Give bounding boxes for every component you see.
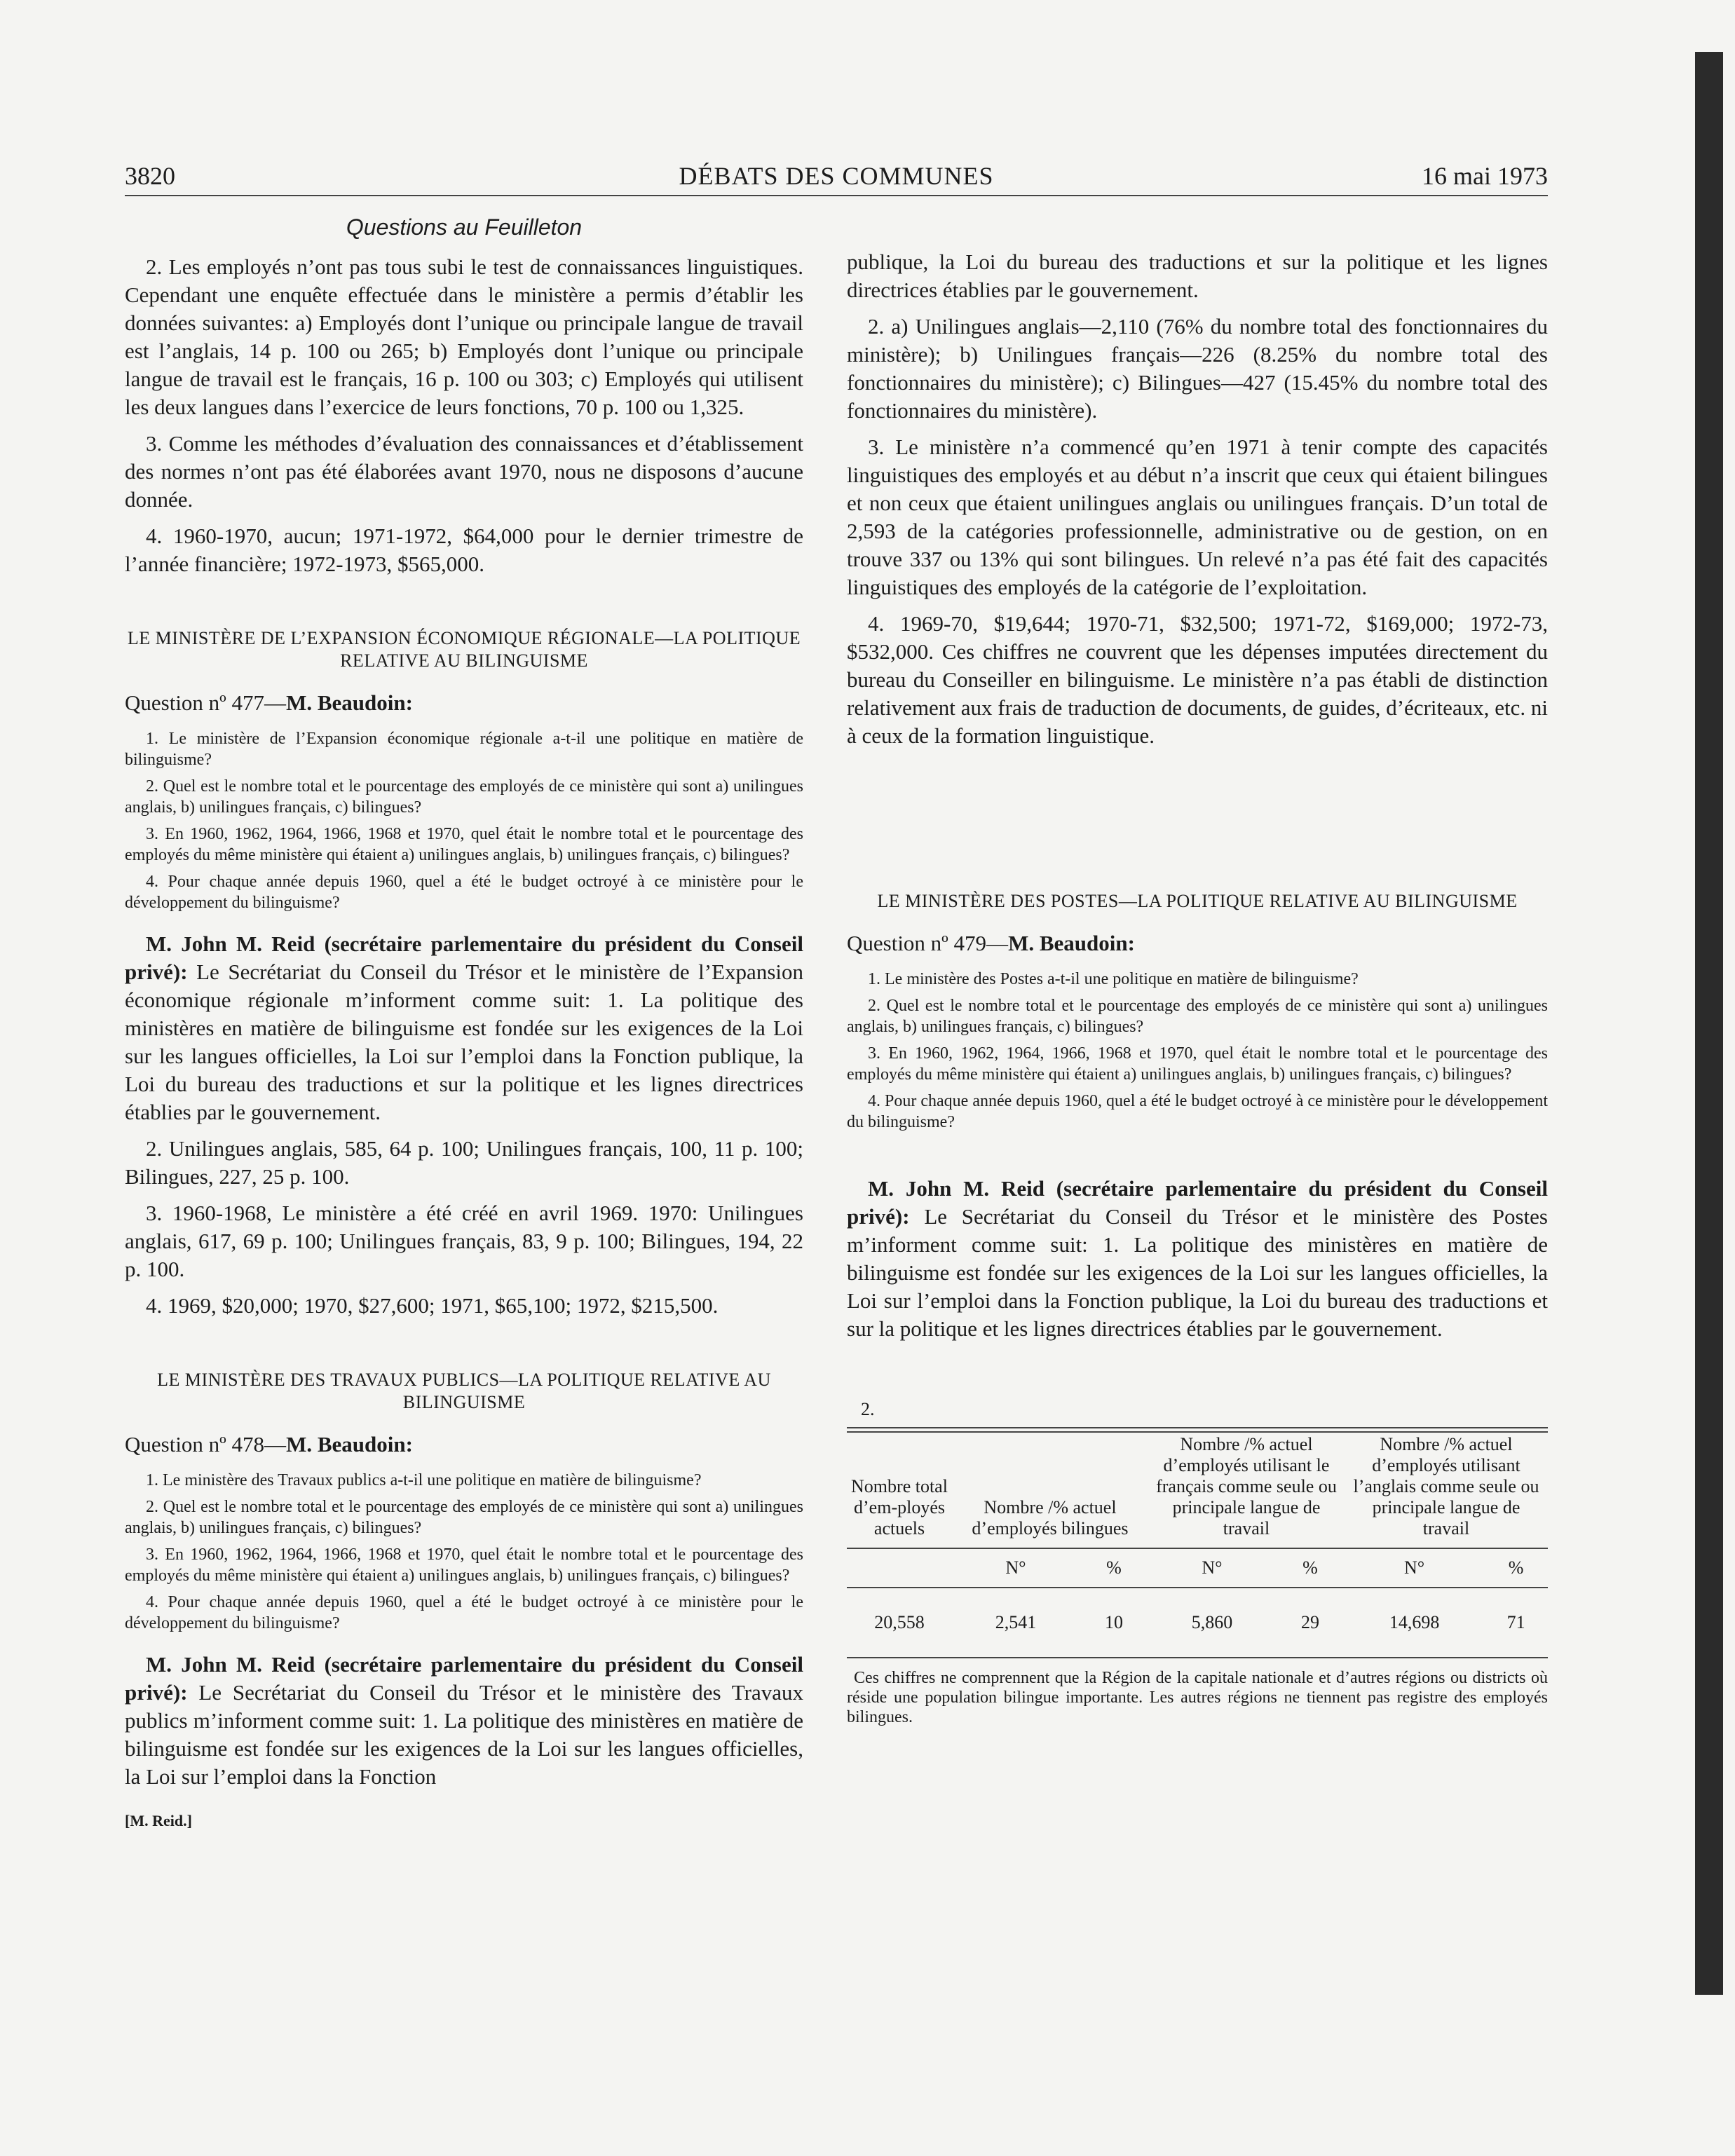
paragraph: publique, la Loi du bureau des traductions et sur la politique et les lignes directrices établies par le gouvernement.	[847, 250, 1548, 302]
publication-date: 16 mai 1973	[1422, 162, 1548, 190]
table-top-rule	[847, 1427, 1548, 1428]
col-header-french: Nombre /% actuel d’employés utilisant le français comme seule ou principale langue de travail	[1156, 1434, 1337, 1538]
sub-header-pct: %	[1080, 1548, 1148, 1588]
reply-speaker: M. John M. Reid (secrétaire parlementaire du président du Conseil privé):	[125, 1652, 803, 1705]
question-title: Question nº 479—M. Beaudoin:	[847, 931, 1135, 955]
col-header-bilingual: Nombre /% actuel d’employés bilingues	[972, 1497, 1129, 1538]
cell-total: 20,558	[874, 1612, 925, 1632]
sub-header-empty	[847, 1548, 952, 1588]
question-title: Question nº 477—M. Beaudoin:	[125, 690, 413, 715]
question-item: 3. En 1960, 1962, 1964, 1966, 1968 et 1970, quel était le nombre total et le pourcentage des employés du même ministère qui étaient a) unilingues anglais, b) unilingues français, c) bilingues?	[125, 1546, 803, 1585]
publication-title: DÉBATS DES COMMUNES	[679, 162, 994, 190]
answer-item: 2. Unilingues anglais, 585, 64 p. 100; Unilingues français, 100, 11 p. 100; Bilingues, 227, 25 p. 100.	[125, 1136, 803, 1189]
cell-fr-pct: 29	[1300, 1612, 1319, 1632]
reply-speaker: M. John M. Reid (secrétaire parlementaire du président du Conseil privé):	[125, 932, 803, 984]
section-heading: LE MINISTÈRE DE L’EXPANSION ÉCONOMIQUE RÉGIONALE—LA POLITIQUE RELATIVE AU BILINGUISME	[127, 628, 801, 671]
cell-bil-pct: 10	[1104, 1612, 1123, 1632]
section-heading: LE MINISTÈRE DES TRAVAUX PUBLICS—LA POLITIQUE RELATIVE AU BILINGUISME	[157, 1370, 771, 1412]
sub-header-no: N°	[1345, 1548, 1484, 1588]
paragraph: 3. Le ministère n’a commencé qu’en 1971 à tenir compte des capacités linguistiques des employés et au début n’a inscrit que ceux qui étaient bilingues et non ceux que étaient unilingues anglais ou unilingues français. D’un total de 2,593 de la catégories professionnelle, administrative ou de gestion, on en trouve 337 ou 13% qui sont bilingues. Un relevé n’a pas été fait des capacités linguistiques des employés de la catégorie de l’exploitation.	[847, 435, 1548, 599]
sub-header-pct: %	[1484, 1548, 1548, 1588]
reply-speaker: M. John M. Reid (secrétaire parlementaire du président du Conseil privé):	[847, 1176, 1548, 1229]
answer-item: 4. 1969, $20,000; 1970, $27,600; 1971, $65,100; 1972, $215,500.	[146, 1293, 719, 1318]
table-label: 2.	[861, 1399, 875, 1419]
question-item: 2. Quel est le nombre total et le pourcentage des employés de ce ministère qui sont a) unilingues anglais, b) unilingues français, c) bilingues?	[125, 1498, 803, 1537]
question-item: 1. Le ministère de l’Expansion économique régionale a-t-il une politique en matière de bilinguisme?	[125, 730, 803, 769]
reply-paragraph: M. John M. Reid (secrétaire parlementaire du président du Conseil privé): Le Secrétariat du Conseil du Trésor et le ministère des Postes m’informent comme suit: 1. La politique des ministères en matière de bilinguisme est fondée sur les exigences de la Loi sur les langues officielles, la Loi sur l’emploi dans la Fonction publique, la Loi du bureau des traductions et sur la politique et les lignes directrices établies par le gouvernement.	[847, 1176, 1548, 1341]
col-header-total: Nombre total d’em-ployés actuels	[851, 1476, 948, 1538]
question-item: 3. En 1960, 1962, 1964, 1966, 1968 et 1970, quel était le nombre total et le pourcentage des employés du même ministère qui étaient a) unilingues anglais, b) unilingues français, c) bilingues?	[125, 825, 803, 864]
question-item: 4. Pour chaque année depuis 1960, quel a été le budget octroyé à ce ministère pour le développement du bilinguisme?	[847, 1092, 1548, 1131]
right-column	[847, 214, 1548, 1727]
reply-paragraph: M. John M. Reid (secrétaire parlementaire du président du Conseil privé): Le Secrétariat du Conseil du Trésor et le ministère de l’Expansion économique régionale m’informent comme suit: 1. La politique des ministères en matière de bilinguisme est fondée sur les exigences de la Loi sur les langues officielles, la Loi sur l’emploi dans la Fonction publique, la Loi du bureau des traductions et sur la politique et les lignes directrices établies par le gouvernement.	[125, 932, 803, 1124]
paragraph: 4. 1969-70, $19,644; 1970-71, $32,500; 1971-72, $169,000; 1972-73, $532,000. Ces chiffres ne couvrent que les dépenses imputées directement du bureau du Conseiller en bilinguisme. Le ministère n’a pas établi de distinction relativement aux frais de traduction de documents, de guides, d’écriteaux, etc. ni à ceux de la formation linguistique.	[847, 611, 1548, 748]
question-item: 4. Pour chaque année depuis 1960, quel a été le budget octroyé à ce ministère pour le développement du bilinguisme?	[125, 873, 803, 912]
question-item: 1. Le ministère des Travaux publics a-t-il une politique en matière de bilinguisme?	[146, 1471, 702, 1489]
sub-header-no: N°	[952, 1548, 1080, 1588]
paragraph: 4. 1960-1970, aucun; 1971-1972, $64,000 pour le dernier trimestre de l’année financière; 1972-1973, $565,000.	[125, 524, 803, 576]
table-row	[847, 1588, 1548, 1657]
speaker-tag: [M. Reid.]	[125, 1812, 192, 1829]
page-number: 3820	[125, 162, 175, 190]
cell-en-pct: 71	[1506, 1612, 1525, 1632]
sub-header-pct: %	[1276, 1548, 1345, 1588]
question-item: 2. Quel est le nombre total et le pourcentage des employés de ce ministère qui sont a) unilingues anglais, b) unilingues français, c) bilingues?	[847, 997, 1548, 1036]
page-header	[125, 160, 1548, 196]
question-item: 2. Quel est le nombre total et le pourcentage des employés de ce ministère qui sont a) unilingues anglais, b) unilingues français, c) bilingues?	[125, 777, 803, 817]
paragraph: 2. a) Unilingues anglais—2,110 (76% du nombre total des fonctionnaires du ministère); b) Unilingues français—226 (8.25% du nombre total des fonctionnaires du ministère); c) Bilingues—427 (15.45% du nombre total des fonctionnaires du ministère).	[847, 314, 1548, 423]
table-bottom-rule	[847, 1657, 1548, 1658]
paragraph: 3. Comme les méthodes d’évaluation des connaissances et d’établissement des normes n’ont pas été élaborées avant 1970, nous ne disposons d’aucune donnée.	[125, 431, 803, 512]
paragraph: 2. Les employés n’ont pas tous subi le test de connaissances linguistiques. Cependant une enquête effectuée dans le ministère a permis d’établir les données suivantes: a) Employés dont l’unique ou principale langue de travail est l’anglais, 14 p. 100 ou 265; b) Employés dont l’unique ou principale langue de travail est le français, 16 p. 100 ou 303; c) Employés qui utilisent les deux langues dans l’exercice de leurs fonctions, 70 p. 100 ou 1,325.	[125, 254, 803, 419]
col-header-english: Nombre /% actuel d’employés utilisant l’anglais comme seule ou principale langue de travail	[1353, 1434, 1539, 1538]
page-edge	[1695, 52, 1723, 1995]
question-item: 1. Le ministère des Postes a-t-il une politique en matière de bilinguisme?	[868, 970, 1359, 988]
cell-en-no: 14,698	[1389, 1612, 1440, 1632]
question-item: 4. Pour chaque année depuis 1960, quel a été le budget octroyé à ce ministère pour le développement du bilinguisme?	[125, 1593, 803, 1632]
section-heading: LE MINISTÈRE DES POSTES—LA POLITIQUE RELATIVE AU BILINGUISME	[877, 891, 1518, 911]
employee-language-table	[847, 1433, 1548, 1657]
section-label: Questions au Feuilleton	[346, 214, 583, 240]
sub-header-no: N°	[1148, 1548, 1276, 1588]
table-note: Ces chiffres ne comprennent que la Région de la capitale nationale et d’autres régions ou districts où réside une population bilingue importante. Les autres régions ne tiennent pas registre des employés bilingues.	[847, 1669, 1548, 1726]
question-title: Question nº 478—M. Beaudoin:	[125, 1432, 413, 1456]
question-item: 3. En 1960, 1962, 1964, 1966, 1968 et 1970, quel était le nombre total et le pourcentage des employés du même ministère qui étaient a) unilingues anglais, b) unilingues français, c) bilingues?	[847, 1044, 1548, 1084]
cell-bil-no: 2,541	[995, 1612, 1037, 1632]
left-column	[125, 214, 803, 1830]
answer-item: 3. 1960-1968, Le ministère a été créé en avril 1969. 1970: Unilingues anglais, 617, 69 p. 100; Unilingues français, 83, 9 p. 100; Bilingues, 194, 22 p. 100.	[125, 1201, 803, 1281]
cell-fr-no: 5,860	[1191, 1612, 1233, 1632]
reply-paragraph: M. John M. Reid (secrétaire parlementaire du président du Conseil privé): Le Secrétariat du Conseil du Trésor et le ministère des Travaux publics m’informent comme suit: 1. La politique des ministères en matière de bilinguisme est fondée sur les exigences de la Loi sur les langues officielles, la Loi sur l’emploi dans la Fonction	[125, 1652, 803, 1789]
